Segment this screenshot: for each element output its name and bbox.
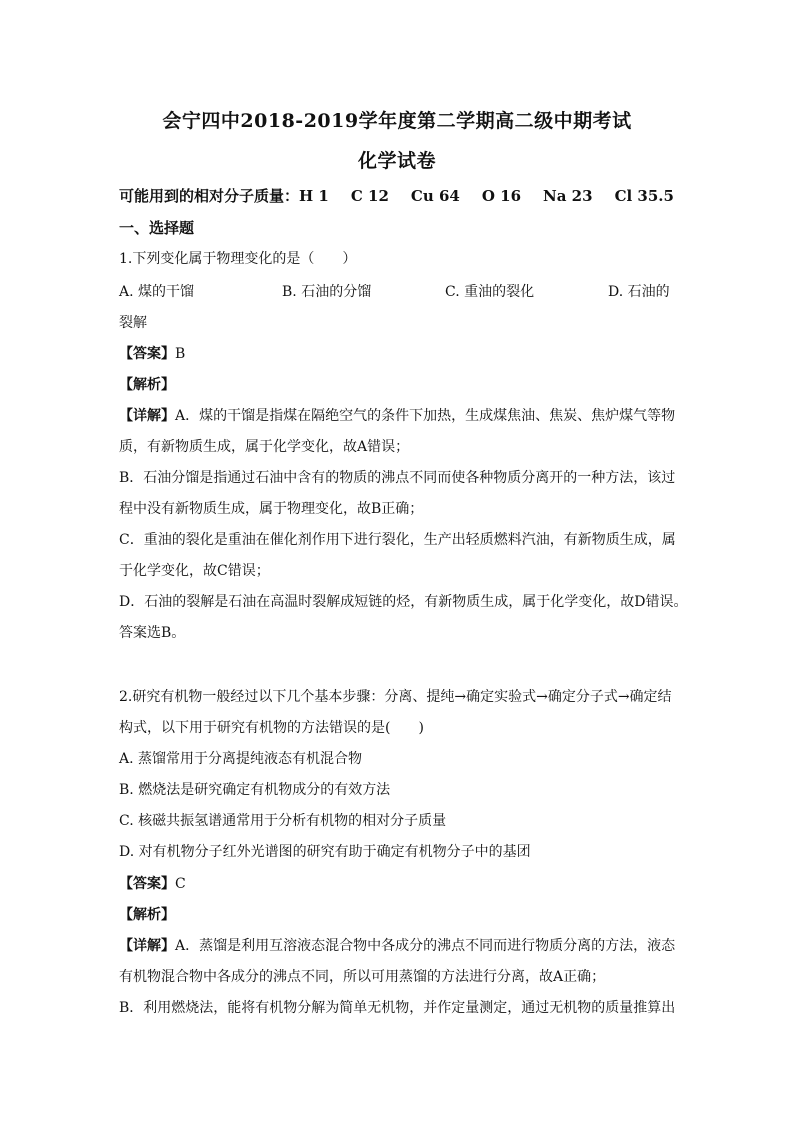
q2-detail-line: B．利用燃烧法，能将有机物分解为简单无机物，并作定量测定，通过无机物的质量推算出 [119, 1000, 676, 1016]
q1-detail-line: 于化学变化，故C错误； [119, 563, 270, 579]
exam-title: 会宁四中2018-2019学年度第二学期高二级中期考试 [162, 110, 632, 132]
q2-stem-line: 构式，以下用于研究有机物的方法错误的是( ) [119, 720, 424, 736]
q1-analysis-label: 【解析】 [119, 377, 175, 393]
q2-stem-line: 2.研究有机物一般经过以下几个基本步骤：分离、提纯→确定实验式→确定分子式→确定结 [119, 689, 672, 705]
q1-stem: 1.下列变化属于物理变化的是（ ） [119, 251, 357, 267]
q1-detail-line: 质，有新物质生成，属于化学变化，故A错误； [119, 439, 410, 455]
answer-value: C [175, 876, 186, 892]
q2-analysis-label: 【解析】 [119, 907, 175, 923]
mass-item: Cl 35.5 [614, 187, 674, 205]
detail-text: A．蒸馏是利用互溶液态混合物中各成分的沸点不同而进行物质分离的方法，液态 [175, 938, 676, 954]
answer-value: B [175, 346, 186, 362]
mass-item: H 1 [299, 187, 329, 205]
q1-detail-line: 程中没有新物质生成，属于物理变化，故B正确； [119, 501, 424, 517]
q2-option-b: B. 燃烧法是研究确定有机物成分的有效方法 [119, 782, 391, 798]
q2-answer [119, 873, 186, 893]
section-heading: 一、选择题 [119, 219, 195, 237]
q2-option-d: D. 对有机物分子红外光谱图的研究有助于确定有机物分子中的基团 [119, 844, 531, 860]
exam-subject-title: 化学试卷 [357, 150, 436, 172]
mass-item: Cu 64 [410, 187, 460, 205]
detail-text: A．煤的干馏是指煤在隔绝空气的条件下加热，生成煤焦油、焦炭、焦炉煤气等物 [175, 408, 676, 424]
mass-item: C 12 [350, 187, 389, 205]
detail-label: 【详解】 [119, 408, 175, 424]
q1-detail-line: D．石油的裂解是石油在高温时裂解成短链的烃，有新物质生成，属于化学变化，故D错误。 [119, 594, 688, 610]
q1-option-d: D. 石油的 [608, 284, 670, 300]
relative-mass-line [119, 185, 696, 206]
mass-item: O 16 [481, 187, 522, 205]
detail-label: 【详解】 [119, 938, 175, 954]
q2-option-a: A. 蒸馏常用于分离提纯液态有机混合物 [119, 751, 363, 767]
q1-option-d-wrap: 裂解 [119, 315, 147, 331]
q1-option-a: A. 煤的干馏 [119, 284, 195, 300]
relative-mass-label: 可能用到的相对分子质量： [119, 187, 300, 205]
q1-detail-line: B．石油分馏是指通过石油中含有的物质的沸点不同而使各种物质分离开的一种方法，该过 [119, 470, 676, 486]
mass-item: Na 23 [543, 187, 593, 205]
q1-answer [119, 343, 185, 363]
q1-detail-line [119, 405, 675, 425]
q1-option-b: B. 石油的分馏 [282, 284, 372, 300]
q2-detail-line: 有机物混合物中各成分的沸点不同，所以可用蒸馏的方法进行分离，故A正确； [119, 969, 606, 985]
q1-detail-line: 答案选B。 [119, 625, 186, 641]
answer-label: 【答案】 [119, 876, 175, 892]
q1-detail-line: C．重油的裂化是重油在催化剂作用下进行裂化，生产出轻质燃料汽油，有新物质生成，属 [119, 532, 676, 548]
q2-detail-line [119, 935, 675, 955]
q2-option-c: C. 核磁共振氢谱通常用于分析有机物的相对分子质量 [119, 813, 447, 829]
q1-option-c: C. 重油的裂化 [445, 284, 535, 300]
answer-label: 【答案】 [119, 346, 175, 362]
